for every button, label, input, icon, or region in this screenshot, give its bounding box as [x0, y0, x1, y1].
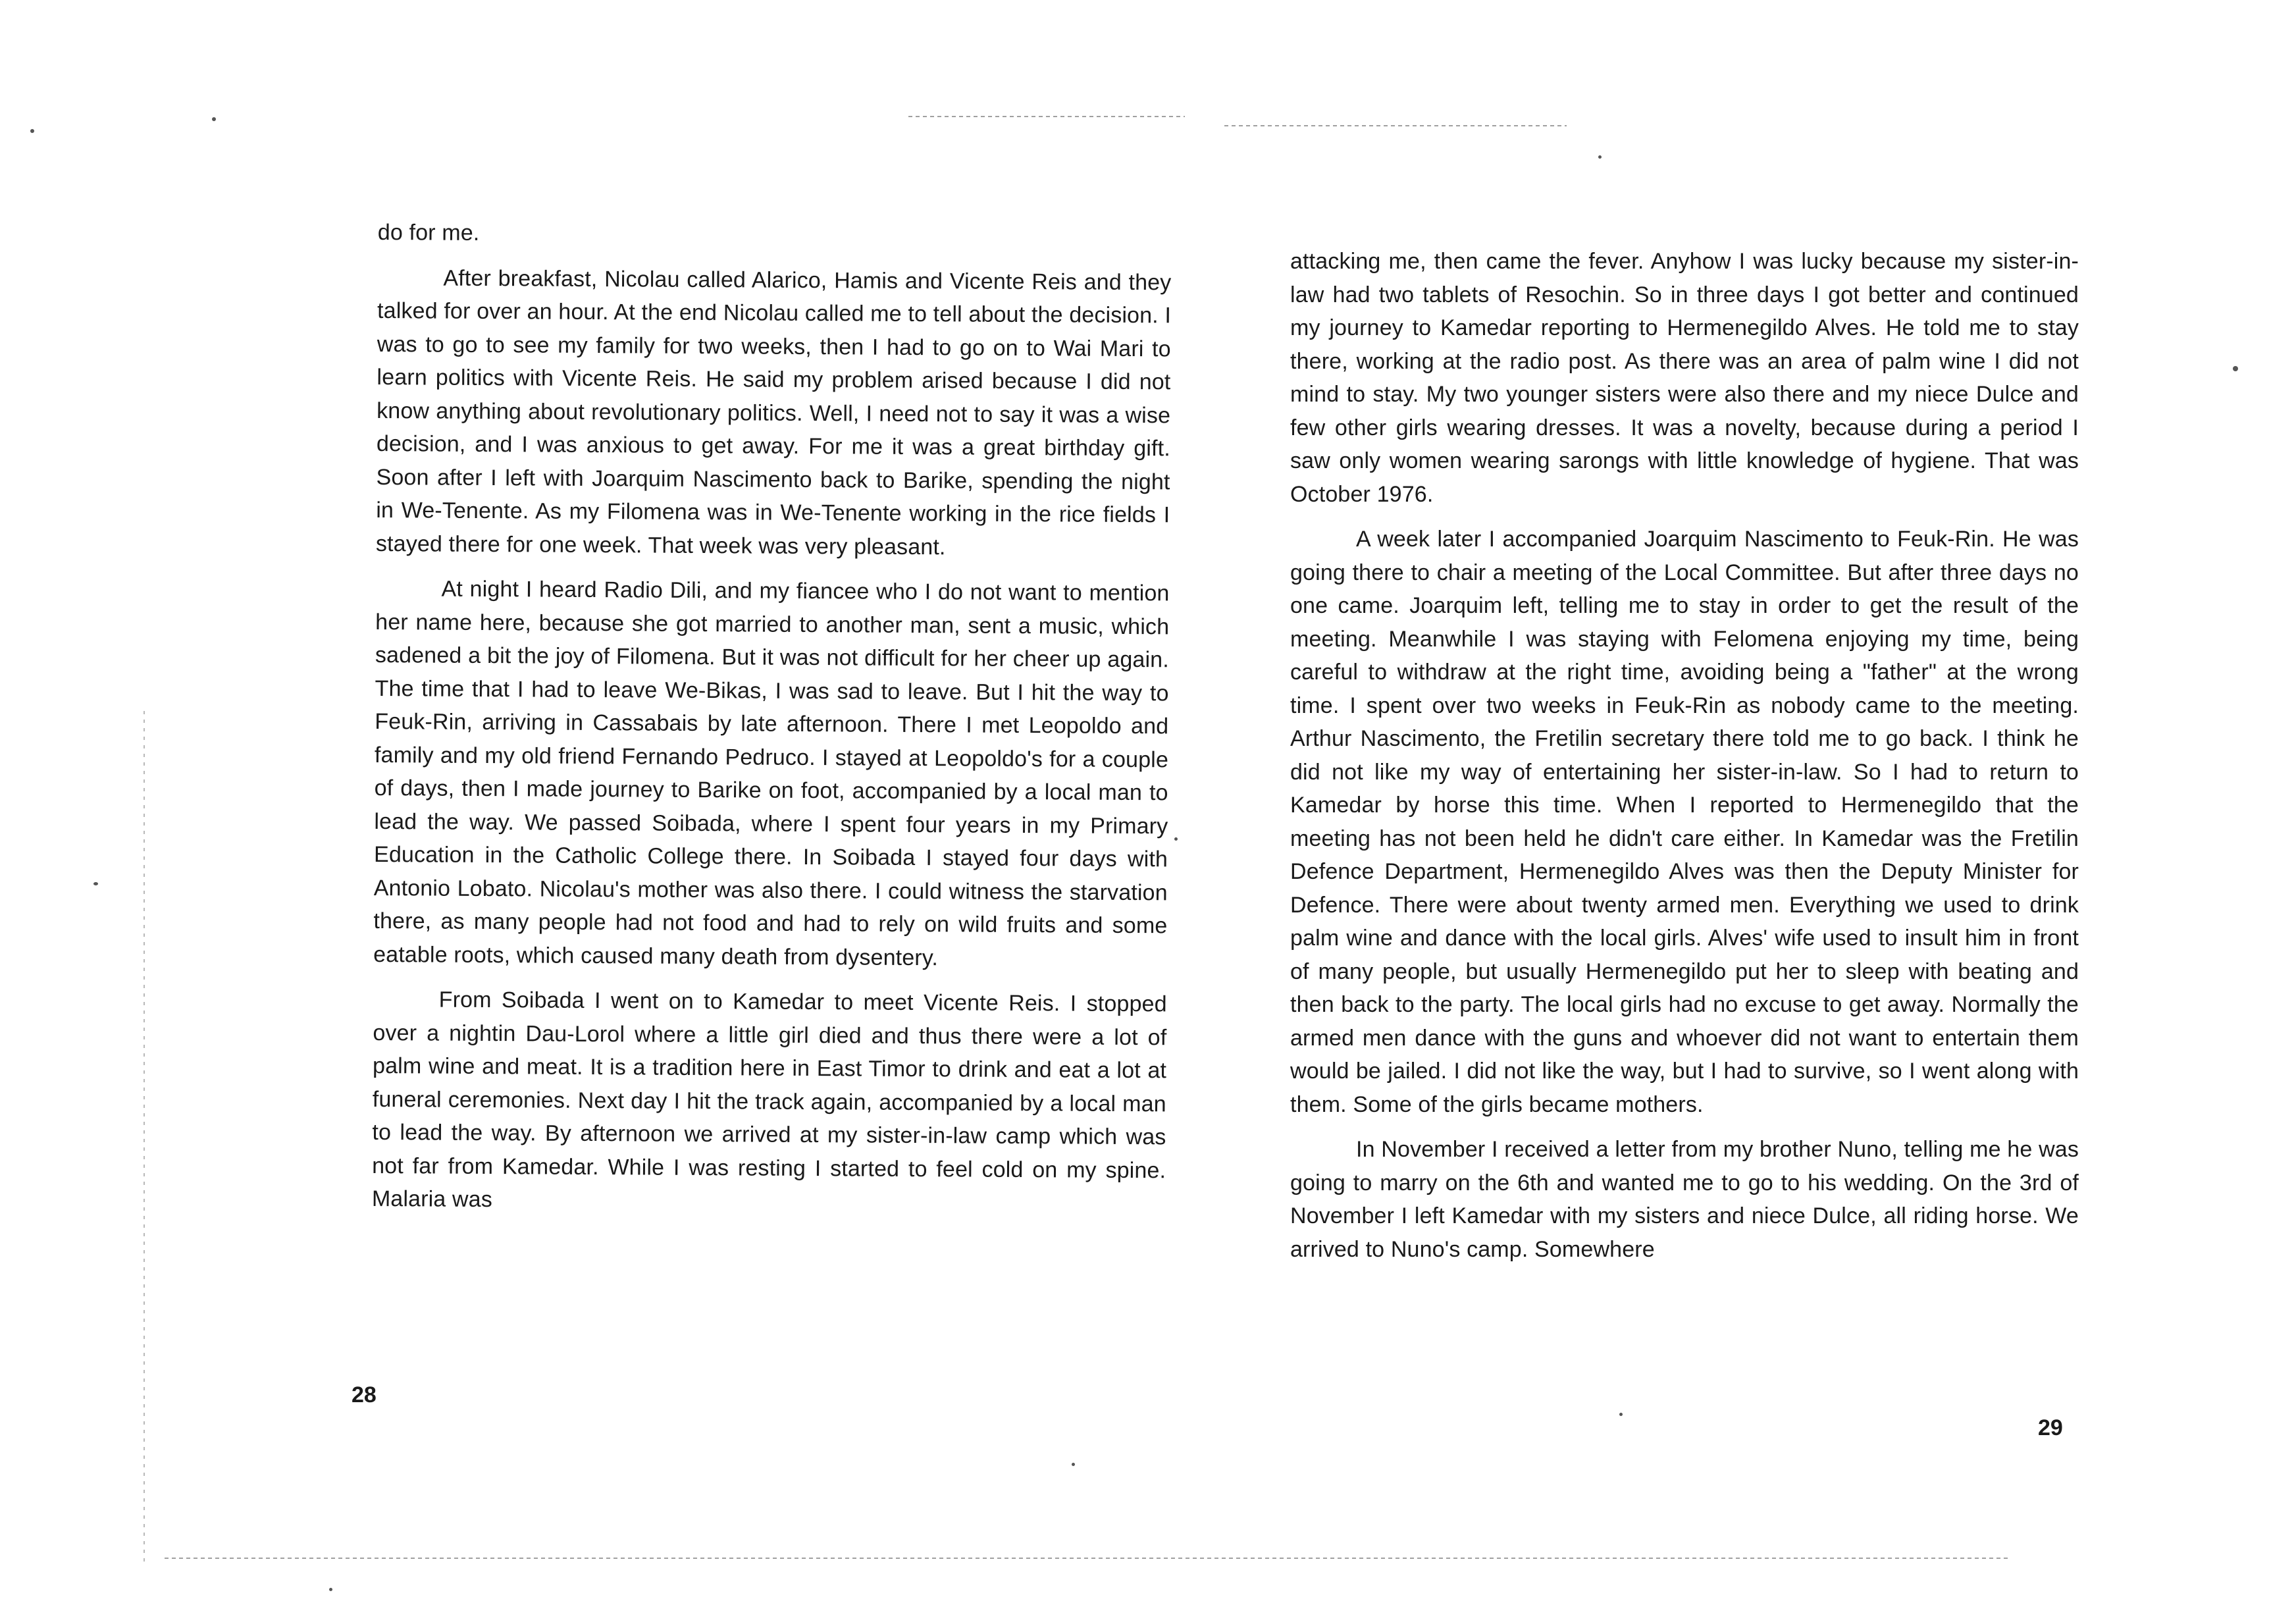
right-page: [1148, 0, 2296, 1601]
paragraph: From Soibada I went on to Kamedar to meet Vicente Reis. I stopped over a nightin Dau-Lorol where a little girl died and thus there were a lot of palm wine and meat. It is a tradition here in East Timor to drink and eat a lot at funeral ceremonies. Next day I hit the track again, accompanied by a local man to lead the way. By afternoon we arrived at my sister-in-law camp which was not far from Kamedar. While I was resting I started to feel cold on my spine. Malaria was: [371, 987, 1167, 1213]
paragraph: attacking me, then came the fever. Anyhow I was lucky because my sister-in-law had two tablets of Resochin. So in three days I got better and continued my journey to Kamedar reporting to Hermenegildo Alves. He told me to stay there, working at the radio post. As there was an area of palm wine I did not mind to stay. My two younger sisters were also there and my niece Dulce and few other girls wearing dresses. It was a novelty, because during a period I saw only women wearing sarongs with little knowledge of hygiene. That was October 1976.: [1290, 249, 2079, 507]
paragraph: After breakfast, Nicolau called Alarico, Hamis and Vicente Reis and they talked for over an hour. At the end Nicolau called me to tell about the decision. I was to go to see my family for two weeks, then I had to go on to Wai Mari to learn politics with Vicente Reis. He said my problem arised because I did not know anything about revolutionary politics. Well, I need not to say it was a wise decision, and I was anxious to get away. For me it was a great birthday gift. Soon after I left with Joarquim Nascimento back to Barike, spending the night in We-Tenente. As my Filomena was in We-Tenente working in the rice fields I stayed there for one week. That week was very pleasant.: [375, 265, 1172, 560]
left-page-text: [372, 216, 1172, 1232]
page-number: 28: [352, 1382, 377, 1407]
paragraph: In November I received a letter from my brother Nuno, telling me he was going to marry on the 6th and wanted me to go to his wedding. On the 3rd of November I left Kamedar with my sisters and niece Dulce, all riding horse. We arrived to Nuno's camp. Somewhere: [1290, 1137, 2079, 1262]
paragraph: At night I heard Radio Dili, and my fiancee who I do not want to mention her name here, because she got married to another man, sent a music, which sadened a bit the joy of Filomena. But it was not difficult for her cheer up again. The time that I had to leave We-Bikas, I was sad to leave. But I hit the way to Feuk-Rin, arriving in Cassabais by late afternoon. There I met Leopoldo and family and my old friend Fernando Pedruco. I stayed at Leopoldo's for a couple of days, then I made journey to Barike on foot, accompanied by a local man to lead the way. We passed Soibada, where I spent four years in my Primary Education in the Catholic College there. In Soibada I stayed four days with Antonio Lobato. Nicolau's mother was also there. I could witness the starvation there, as many people had not food and had to rely on wild fruits and some eatable roots, which caused many death from dysentery.: [373, 576, 1170, 970]
paragraph: do for me.: [377, 219, 480, 246]
right-page-text: [1290, 245, 2079, 1278]
paragraph: A week later I accompanied Joarquim Nascimento to Feuk-Rin. He was going there to chair a meeting of the Local Committee. But after three days no one came. Joarquim left, telling me to stay in order to get the result of the meeting. Meanwhile I was staying with Felomena enjoying my time, being careful to withdraw at the right time, avoiding being a "father" at the wrong time. I spent over two weeks in Feuk-Rin as nobody came to the meeting. Arthur Nascimento, the Fretilin secretary there told me to go back. I think he did not like my way of entertaining her sister-in-law. So I had to return to Kamedar by horse this time. When I reported to Hermenegildo that the meeting has not been held he didn't care either. In Kamedar was the Fretilin Defence Department, Hermenegildo Alves was then the Deputy Minister for Defence. There were about twenty armed men. Everything we used to drink palm wine and dance with the local girls. Alves' wife used to insult him in front of many people, but usually Hermenegildo put her to sleep with beating and then back to the party. The local girls had no excuse to get away. Normally the armed men dance with the guns and whoever did not want to entertain them would be jailed. I did not like the way, but I had to survive, so I went along with them. Some of the girls became mothers.: [1290, 527, 2079, 1117]
page-number: 29: [2038, 1415, 2063, 1440]
